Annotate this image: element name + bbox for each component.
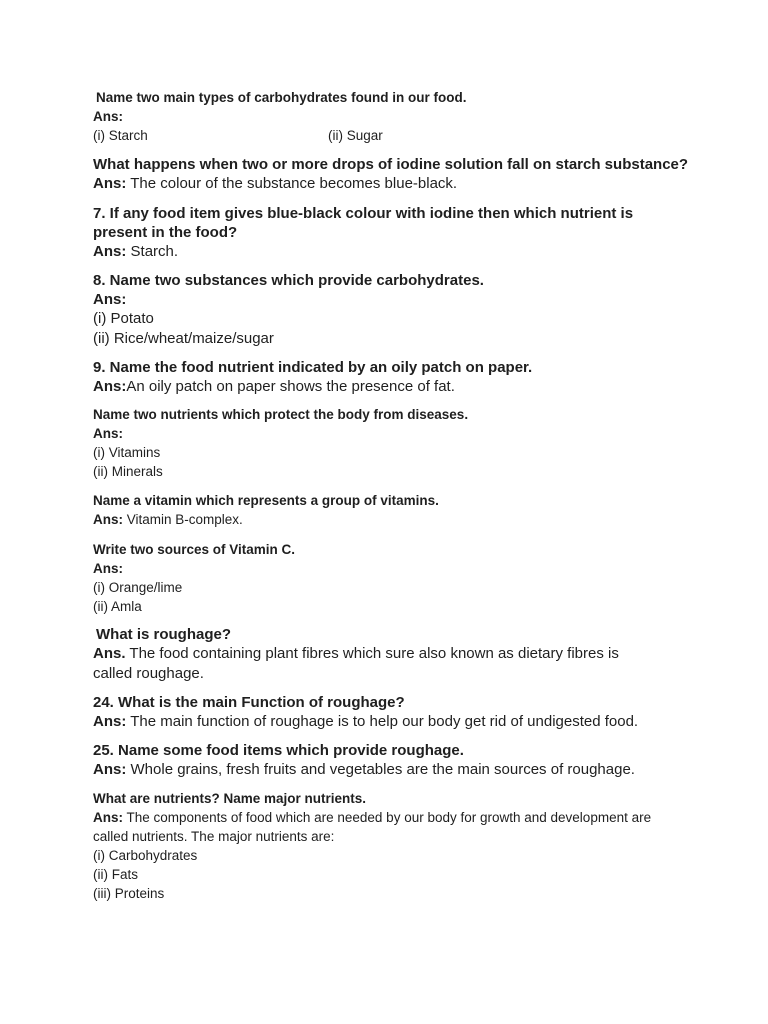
question-text: Write two sources of Vitamin C. xyxy=(93,542,296,557)
answer-line xyxy=(93,760,713,780)
qa-block-major-nutrients xyxy=(93,789,668,903)
answer-label: Ans: xyxy=(93,378,127,395)
question-text: What happens when two or more drops of iodine solution fall on starch substance? xyxy=(93,156,689,173)
answer-options-row xyxy=(93,126,693,145)
question-text: Name two main types of carbohydrates found in our food. xyxy=(96,90,467,105)
question-text: 7. If any food item gives blue-black colour with iodine then which nutrient is present in the food? xyxy=(93,205,634,241)
answer-text: An oily patch on paper shows the presence of fat. xyxy=(126,378,455,395)
qa-block-roughage-function xyxy=(93,693,713,732)
answer-line: (ii) Minerals xyxy=(93,464,163,479)
answer-text: The main function of roughage is to help our body get rid of undigested food. xyxy=(130,713,639,730)
answer-text: Starch. xyxy=(130,243,179,260)
answer-text: Vitamin B-complex. xyxy=(126,512,243,527)
qa-block-protective-nutrients xyxy=(93,405,693,481)
answer-text: The components of food which are needed by our body for growth and development are called nutrients. The major nutrients are: xyxy=(93,810,652,844)
answer-text: The food containing plant fibres which sure also known as dietary fibres is called roughage. xyxy=(93,645,619,682)
answer-line xyxy=(93,242,653,262)
answer-line xyxy=(93,377,693,397)
question-text: What is roughage? xyxy=(96,626,231,643)
answer-label: Ans: xyxy=(93,243,127,260)
answer-label: Ans: xyxy=(93,426,123,441)
qa-block-roughage-sources xyxy=(93,741,713,780)
qa-block-vitamin-c-sources xyxy=(93,540,693,616)
answer-line xyxy=(93,712,713,732)
answer-line xyxy=(93,510,693,529)
answer-label: Ans. xyxy=(93,645,126,662)
qa-block-carbohydrate-sources xyxy=(93,271,693,349)
question-text: 24. What is the main Function of roughage? xyxy=(93,694,405,711)
answer-label: Ans: xyxy=(93,512,123,527)
answer-line xyxy=(93,644,653,684)
question-text: 25. Name some food items which provide roughage. xyxy=(93,742,464,759)
answer-line: (i) Carbohydrates xyxy=(93,848,198,863)
answer-line: (i) Vitamins xyxy=(93,445,161,460)
qa-block-vitamin-group xyxy=(93,491,693,529)
answer-line: (ii) Fats xyxy=(93,867,138,882)
question-text: 8. Name two substances which provide carbohydrates. xyxy=(93,272,484,289)
answer-line xyxy=(93,174,693,194)
answer-option: (i) Starch xyxy=(93,128,148,143)
qa-block-carbohydrate-types xyxy=(93,88,693,145)
answer-label: Ans: xyxy=(93,175,127,192)
answer-label: Ans: xyxy=(93,561,123,576)
answer-line: (ii) Amla xyxy=(93,599,142,614)
answer-label: Ans: xyxy=(93,810,123,825)
answer-label: Ans: xyxy=(93,109,123,124)
qa-block-iodine-starch xyxy=(93,155,693,194)
qa-block-roughage-definition xyxy=(93,625,653,684)
question-text: 9. Name the food nutrient indicated by an oily patch on paper. xyxy=(93,359,533,376)
qa-block-blue-black-nutrient xyxy=(93,204,653,262)
answer-label: Ans: xyxy=(93,713,127,730)
question-text: What are nutrients? Name major nutrients. xyxy=(93,791,367,806)
qa-block-oily-patch xyxy=(93,358,693,397)
answer-label: Ans: xyxy=(93,761,127,778)
answer-label: Ans: xyxy=(93,291,127,308)
answer-line: (i) Potato xyxy=(93,310,154,327)
answer-option: (ii) Sugar xyxy=(328,128,383,143)
answer-text: The colour of the substance becomes blue-black. xyxy=(130,175,458,192)
answer-line: (iii) Proteins xyxy=(93,886,165,901)
answer-text: Whole grains, fresh fruits and vegetables are the main sources of roughage. xyxy=(130,761,635,778)
answer-line: (ii) Rice/wheat/maize/sugar xyxy=(93,330,274,347)
answer-line: (i) Orange/lime xyxy=(93,580,183,595)
answer-paragraph xyxy=(93,808,668,846)
question-text: Name two nutrients which protect the body from diseases. xyxy=(93,407,469,422)
question-text: Name a vitamin which represents a group of vitamins. xyxy=(93,493,439,508)
